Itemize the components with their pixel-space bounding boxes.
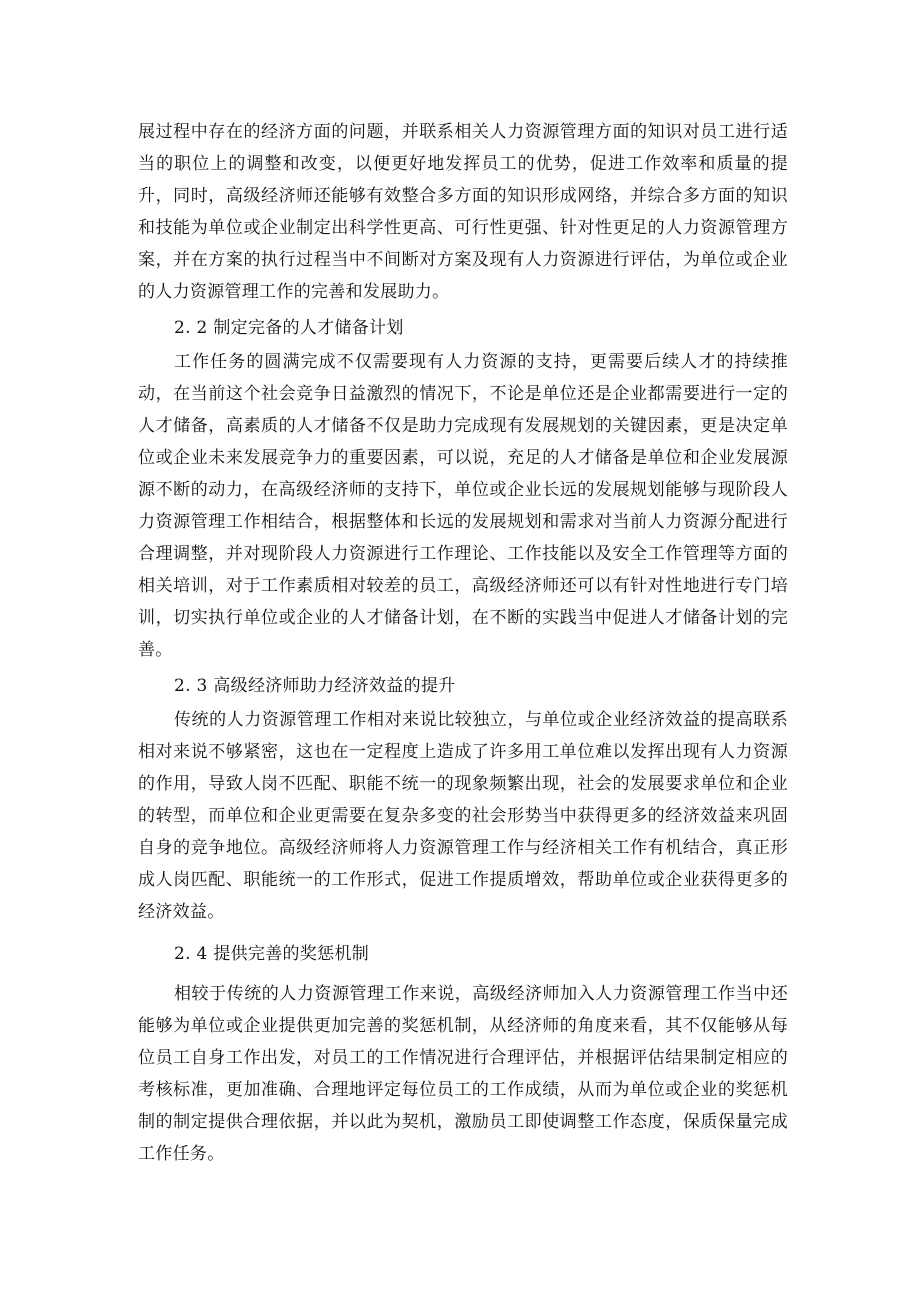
- document-page: [138, 116, 788, 1170]
- paragraph-continued: 展过程中存在的经济方面的问题，并联系相关人力资源管理方面的知识对员工进行适当的职位上的调整和改变，以便更好地发挥员工的优势，促进工作效率和质量的提升，同时，高级经济师还能够有效整合多方面的知识形成网络，并综合多方面的知识和技能为单位或企业制定出科学性更高、可行性更强、针对性更足的人力资源管理方案，并在方案的执行过程当中不间断对方案及现有人力资源进行评估，为单位或企业的人力资源管理工作的完善和发展助力。: [138, 122, 788, 302]
- section-heading-2-2: 2. 2 制定完备的人才储备计划: [174, 318, 404, 338]
- spacer: [138, 928, 788, 934]
- paragraph-2-4: 相较于传统的人力资源管理工作来说，高级经济师加入人力资源管理工作当中还能够为单位或企业提供更加完善的奖惩机制，从经济师的角度来看，其不仅能够从每位员工自身工作出发，对员工的工作情况进行合理评估，并根据评估结果制定相应的考核标准，更加准确、合理地评定每位员工的工作成绩，从而为单位或企业的奖惩机制的制定提供合理依据，并以此为契机，激励员工即使调整工作态度，保质保量完成工作任务。: [138, 984, 788, 1164]
- section-heading-2-4: 2. 4 提供完善的奖惩机制: [174, 944, 370, 964]
- section-heading-2-3: 2. 3 高级经济师助力经济效益的提升: [174, 676, 456, 696]
- paragraph-2-3: 传统的人力资源管理工作相对来说比较独立，与单位或企业经济效益的提高联系相对来说不够紧密，这也在一定程度上造成了许多用工单位难以发挥出现有人力资源的作用，导致人岗不匹配、职能不统一的现象频繁出现，社会的发展要求单位和企业的转型，而单位和企业更需要在复杂多变的社会形势当中获得更多的经济效益来巩固自身的竞争地位。高级经济师将人力资源管理工作与经济相关工作有机结合，真正形成人岗匹配、职能统一的工作形式，促进工作提质增效，帮助单位或企业获得更多的经济效益。: [138, 710, 788, 922]
- paragraph-2-2: 工作任务的圆满完成不仅需要现有人力资源的支持，更需要后续人才的持续推动，在当前这个社会竞争日益激烈的情况下，不论是单位还是企业都需要进行一定的人才储备，高素质的人才储备不仅是助力完成现有发展规划的关键因素，更是决定单位或企业未来发展竞争力的重要因素，可以说，充足的人才储备是单位和企业发展源源不断的动力，在高级经济师的支持下，单位或企业长远的发展规划能够与现阶段人力资源管理工作相结合，根据整体和长远的发展规划和需求对当前人力资源分配进行合理调整，并对现阶段人力资源进行工作理论、工作技能以及安全工作管理等方面的相关培训，对于工作素质相对较差的员工，高级经济师还可以有针对性地进行专门培训，切实执行单位或企业的人才储备计划，在不断的实践当中促进人才储备计划的完善。: [138, 352, 788, 660]
